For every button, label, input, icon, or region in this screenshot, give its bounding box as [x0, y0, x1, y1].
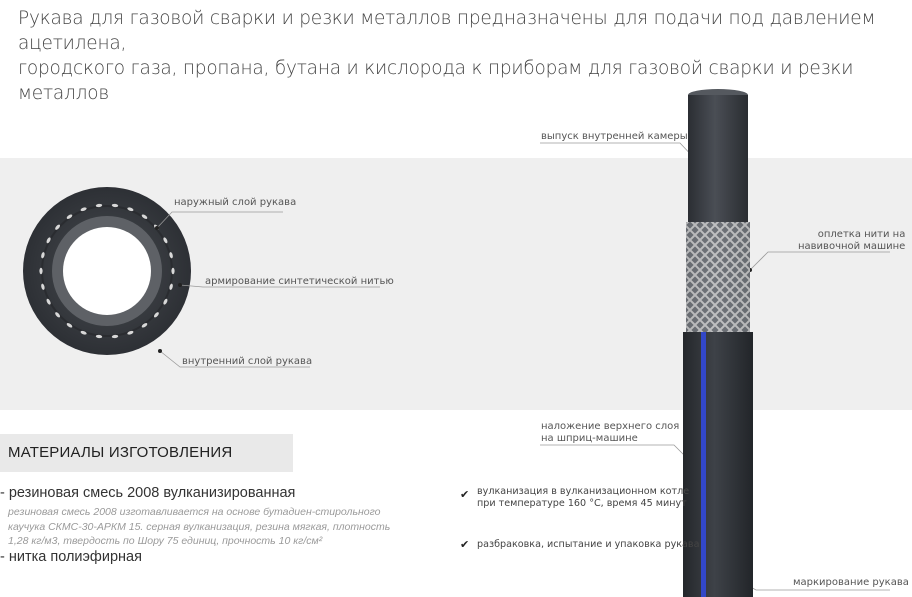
inner-layer-label: внутренний слой рукава — [182, 356, 313, 367]
marking-label: маркирование рукава — [793, 577, 909, 588]
step-1-line-2: при температуре 160 °С, время 45 минут — [477, 498, 687, 509]
step-2-line-1: разбраковка, испытание и упаковка рукава — [477, 539, 700, 550]
material-description — [8, 505, 403, 549]
material-item-thread: - нитка полиэфирная — [0, 549, 142, 565]
braid-label-line-1: оплетка нити на — [817, 229, 906, 240]
check-icon: ✔ — [460, 489, 470, 501]
material-desc-line-2: каучука СКМС-30-АРКМ 15. серная вулканизация, резина мягкая, плотность — [8, 520, 391, 533]
material-desc-line-3: 1,28 кг/м3, твердость по Шору 75 единиц, прочность 10 кг/см² — [8, 535, 323, 547]
reinforcement-label: армирование синтетической нитью — [205, 276, 394, 287]
top-layer-label — [541, 421, 679, 445]
material-item-rubber: - резиновая смесь 2008 вулканизированная — [0, 485, 296, 501]
materials-title: МАТЕРИАЛЫ ИЗГОТОВЛЕНИЯ — [8, 444, 233, 461]
intro-line-1: Рукава для газовой сварки и резки металлов предназначены для подачи под давлением ацетилена, — [18, 8, 876, 54]
step-1-line-1: вулканизация в вулканизационном котле — [477, 486, 690, 497]
step-vulcanization — [477, 486, 689, 510]
braid-label-line-2: навивочной машине — [798, 241, 906, 252]
outer-layer-label: наружный слой рукава — [174, 197, 297, 208]
top-layer-label-line-2: на шприц-машине — [541, 433, 638, 444]
intro-line-2: городского газа, пропана, бутана и кислорода к приборам для газовой сварки и резки металлов — [18, 58, 854, 104]
step-testing — [477, 539, 699, 551]
material-desc-line-1: резиновая смесь 2008 изготавливается на основе бутадиен-стирольного — [8, 506, 381, 518]
inner-release-label: выпуск внутренней камеры — [541, 131, 688, 142]
top-layer-label-line-1: наложение верхнего слоя — [541, 421, 680, 432]
check-icon: ✔ — [460, 539, 470, 551]
braid-label — [798, 229, 905, 253]
